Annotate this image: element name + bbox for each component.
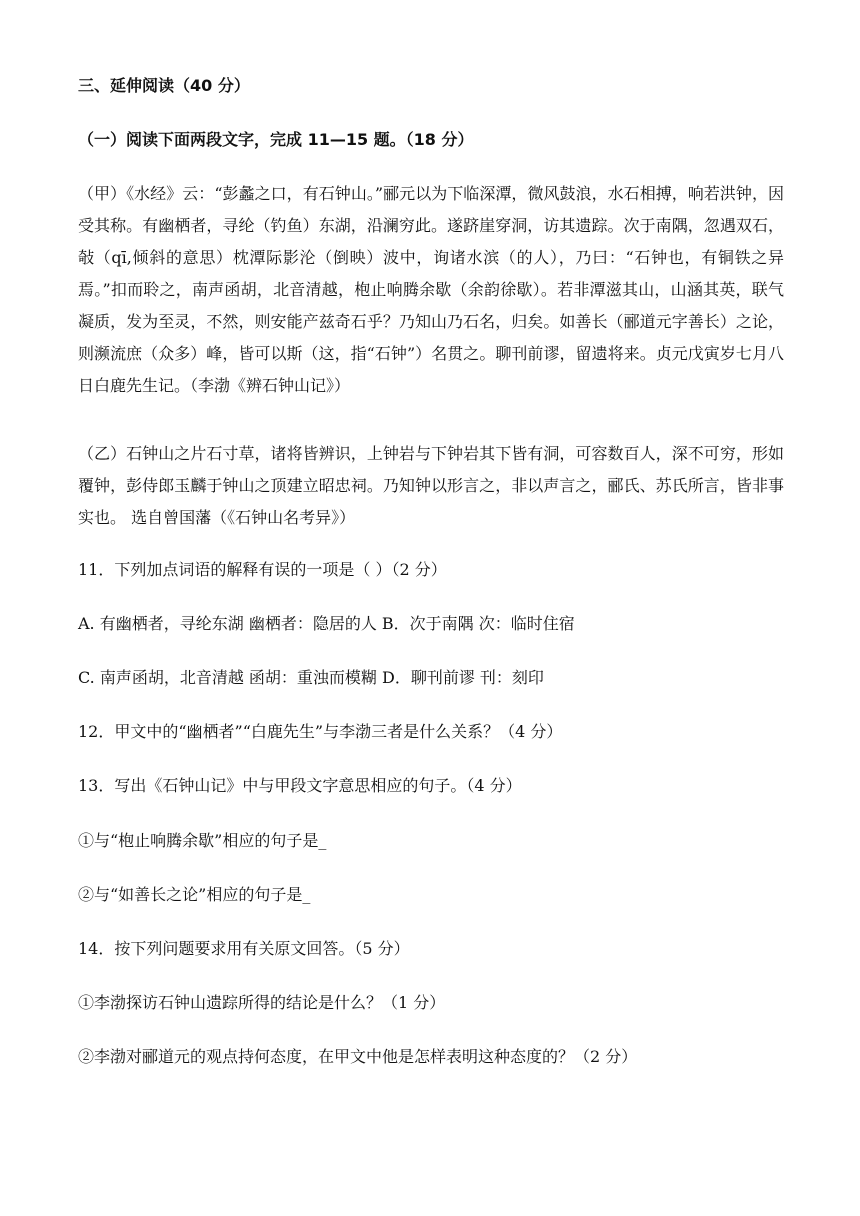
- section-title: 三、延伸阅读（40 分）: [78, 76, 250, 95]
- question-14: 14．按下列问题要求用有关原文回答。（5 分）: [78, 939, 410, 958]
- question-13-part-2: ②与“如善长之论”相应的句子是_: [78, 885, 311, 904]
- passage-a: （甲）《水经》云：“彭蠡之口，有石钟山。”郦元以为下临深潭，微风鼓浪，水石相搏，响若洪钟，因受其称。有幽栖者，寻纶（钓鱼）东湖，沿澜穷此。遂跻崖穿洞，访其遗踪。次于南隅，忽遇双石，敧（qī,倾斜的意思）枕潭际影沦（倒映）波中，询诸水滨（的人），乃曰：“石钟也，有铜铁之异焉。”扣而聆之，南声函胡，北音清越，枹止响腾余歇（余韵徐歇）。若非潭滋其山，山涵其英，联气凝质，发为至灵，不然，则安能产兹奇石乎？乃知山乃石名，归矣。如善长（郦道元字善长）之论，则濒流庶（众多）峰，皆可以斯（这，指“石钟”）名贯之。聊刊前谬，留遗将来。贞元戊寅岁七月八日白鹿先生记。（李渤《辨石钟山记》）: [78, 184, 784, 395]
- question-14-part-1: ①李渤探访石钟山遗踪所得的结论是什么？（1 分）: [78, 993, 446, 1012]
- passage-b: （乙）石钟山之片石寸草，诸将皆辨识，上钟岩与下钟岩其下皆有洞，可容数百人，深不可穷，形如覆钟，彭侍郎玉麟于钟山之顶建立昭忠祠。乃知钟以形言之，非以声言之，郦氏、苏氏所言，皆非事实也。 选自曾国藩（《石钟山名考异》）: [78, 444, 784, 527]
- question-14-part-2: ②李渤对郦道元的观点持何态度，在甲文中他是怎样表明这种态度的？（2 分）: [78, 1047, 638, 1066]
- question-12: 12．甲文中的“幽栖者”“白鹿先生”与李渤三者是什么关系？（4 分）: [78, 722, 563, 741]
- question-11-options-ab: A. 有幽栖者，寻纶东湖 幽栖者：隐居的人 B．次于南隅 次：临时住宿: [78, 614, 575, 633]
- question-11-options-cd: C. 南声函胡，北音清越 函胡：重浊而模糊 D．聊刊前谬 刊：刻印: [78, 668, 544, 687]
- question-13: 13．写出《石钟山记》中与甲段文字意思相应的句子。（4 分）: [78, 776, 522, 795]
- question-13-part-1: ①与“枹止响腾余歇”相应的句子是_: [78, 831, 327, 850]
- subsection-title: （一）阅读下面两段文字，完成 11—15 题。（18 分）: [78, 130, 474, 149]
- question-11: 11．下列加点词语的解释有误的一项是（ ）（2 分）: [78, 560, 447, 579]
